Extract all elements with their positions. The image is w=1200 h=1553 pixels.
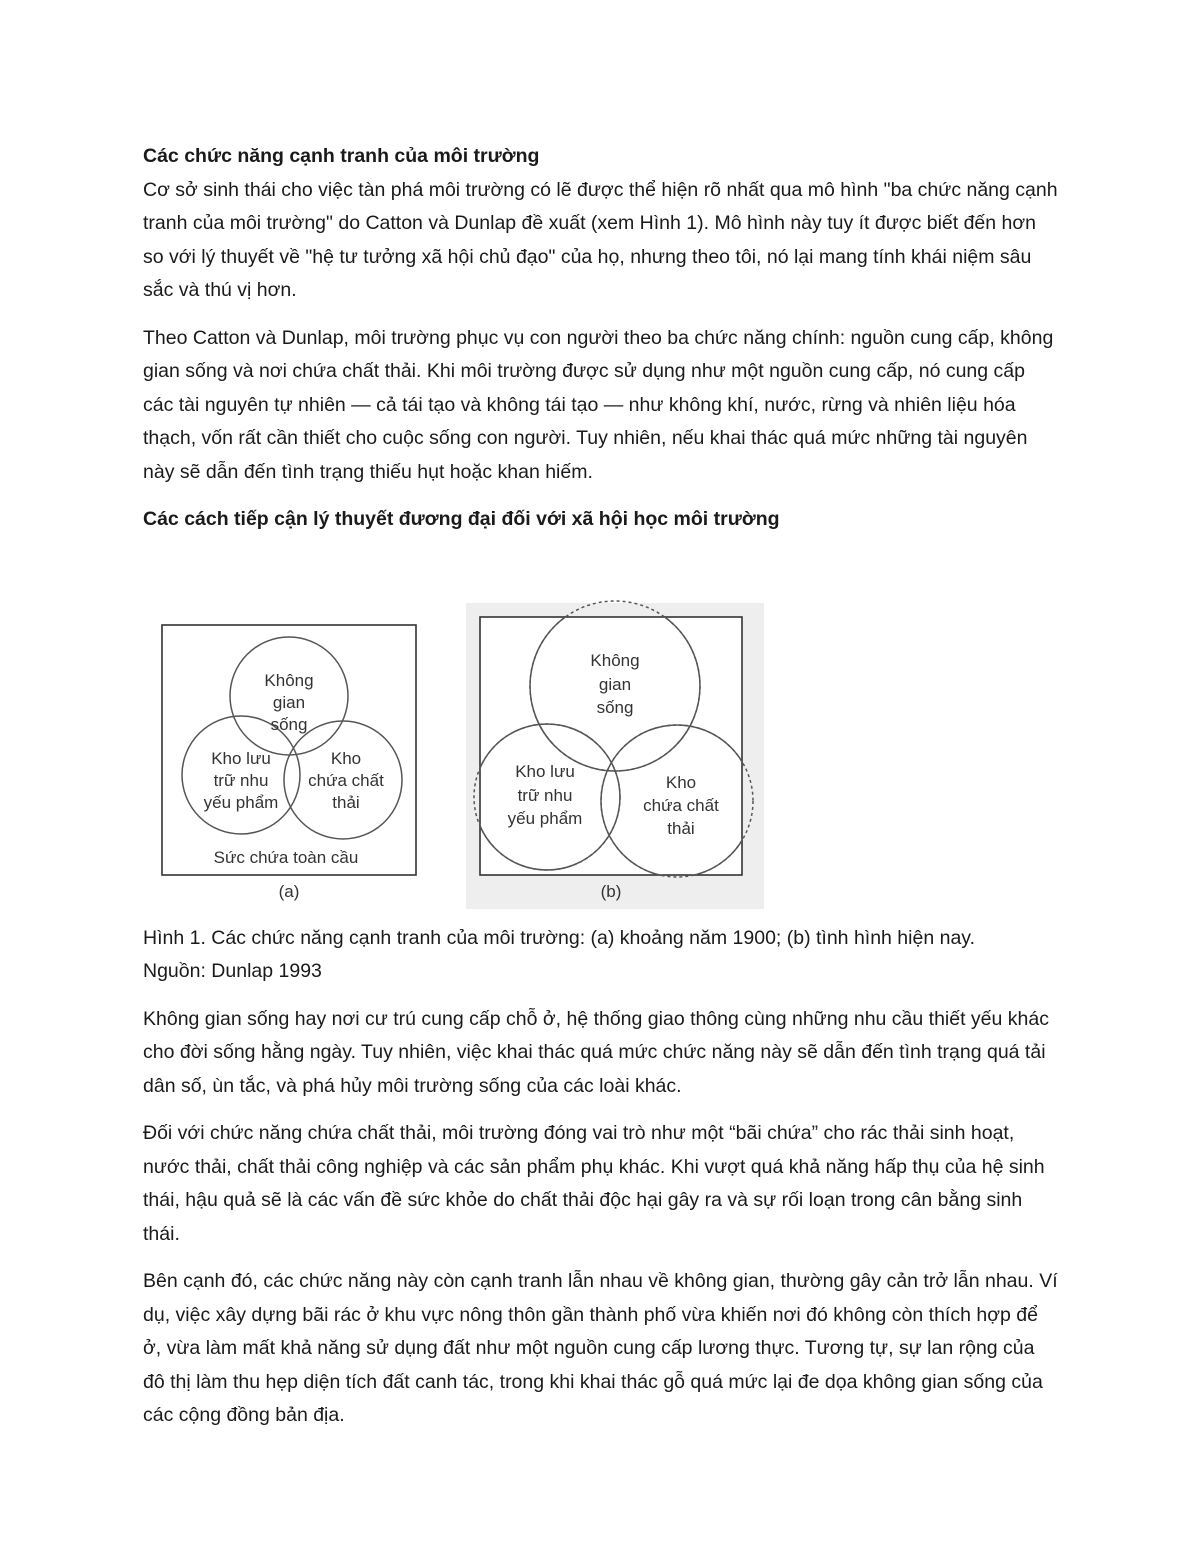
document-page <box>143 140 1058 1447</box>
panel-a-caption-label: (a) <box>278 881 300 901</box>
panel-b <box>466 601 764 909</box>
figure-competing-functions <box>143 569 1058 914</box>
figure-caption-line-2: Nguồn: Dunlap 1993 <box>143 960 322 982</box>
panel-a-waste-text-1: Kho <box>330 748 362 768</box>
panel-a-capacity-label: Sức chứa toàn cầu <box>213 847 359 867</box>
subsection-heading: Các cách tiếp cận lý thuyết đương đại đối với xã hội học môi trường <box>143 508 780 530</box>
panel-a-waste-text-3: thải <box>332 792 360 812</box>
panel-b-supply-text-3: yếu phẩm <box>507 808 583 828</box>
panel-b-supply-text-2: trữ nhu <box>517 785 573 805</box>
panel-b-waste-text-1: Kho <box>665 772 697 792</box>
panel-a-living-text-1: Không <box>264 670 314 690</box>
paragraph-living-space: Không gian sống hay nơi cư trú cung cấp chỗ ở, hệ thống giao thông cùng những nhu cầu thiết yếu khác cho đời sống hằng ngày. Tuy nhiên, việc khai thác quá mức chức năng này sẽ dẫn đến tình trạng quá tải dân số, ùn tắc, và phá hủy môi trường sống của các loài khác. <box>143 1007 1049 1097</box>
paragraph-waste: Đối với chức năng chứa chất thải, môi trường đóng vai trò như một “bãi chứa” cho rác thải sinh hoạt, nước thải, chất thải công nghiệp và các sản phẩm phụ khác. Khi vượt quá khả năng hấp thụ của hệ sinh thái, hậu quả sẽ là các vấn đề sức khỏe do chất thải độc hại gây ra và sự rối loạn trong cân bằng sinh thái. <box>143 1122 1045 1245</box>
panel-b-living-text-3: sống <box>596 697 634 717</box>
panel-a-supply-text-2: trữ nhu <box>213 770 269 790</box>
paragraph-functions: Theo Catton và Dunlap, môi trường phục vụ con người theo ba chức năng chính: nguồn cung cấp, không gian sống và nơi chứa chất thải. Khi môi trường được sử dụng như một nguồn cung cấp, nó cung cấp các tài nguyên tự nhiên — cả tái tạo và không tái tạo — như không khí, nước, rừng và nhiên liệu hóa thạch, vốn rất cần thiết cho cuộc sống con người. Tuy nhiên, nếu khai thác quá mức những tài nguyên này sẽ dẫn đến tình trạng thiếu hụt hoặc khan hiếm. <box>143 326 1054 483</box>
panel-a-frame <box>162 625 416 875</box>
figure-caption-line-1: Hình 1. Các chức năng cạnh tranh của môi trường: (a) khoảng năm 1900; (b) tình hình hiện nay. <box>143 926 976 949</box>
paragraph-intro: Cơ sở sinh thái cho việc tàn phá môi trường có lẽ được thể hiện rõ nhất qua mô hình "ba chức năng cạnh tranh của môi trường" do Catton và Dunlap đề xuất (xem Hình 1). Mô hình này tuy ít được biết đến hơn so với lý thuyết về "hệ tư tưởng xã hội chủ đạo" của họ, nhưng theo tôi, nó lại mang tính khái niệm sâu sắc và thú vị hơn. <box>143 178 1058 301</box>
section-heading: Các chức năng cạnh tranh của môi trường <box>143 145 540 167</box>
panel-a <box>162 625 416 901</box>
panel-a-living-text-2: gian <box>272 692 306 712</box>
panel-b-waste-text-3: thải <box>667 818 695 838</box>
panel-a-supply-text-1: Kho lưu <box>211 748 271 768</box>
panel-b-living-text-2: gian <box>598 674 632 694</box>
figure-caption <box>143 922 1058 989</box>
panel-a-waste-text-2: chứa chất <box>308 770 384 790</box>
panel-b-supply-text-1: Kho lưu <box>515 761 575 781</box>
panel-b-caption-label: (b) <box>600 881 622 901</box>
venn-diagram-figure <box>143 569 1058 914</box>
panel-a-supply-text-3: yếu phẩm <box>203 792 279 812</box>
paragraph-competition: Bên cạnh đó, các chức năng này còn cạnh tranh lẫn nhau về không gian, thường gây cản trở lẫn nhau. Ví dụ, việc xây dựng bãi rác ở khu vực nông thôn gần thành phố vừa khiến nơi đó không còn thích hợp để ở, vừa làm mất khả năng sử dụng đất như một nguồn cung cấp lương thực. Tương tự, sự lan rộng của đô thị làm thu hẹp diện tích đất canh tác, trong khi khai thác gỗ quá mức lại đe dọa không gian sống của các cộng đồng bản địa. <box>143 1270 1058 1426</box>
panel-b-waste-text-2: chứa chất <box>643 795 719 815</box>
panel-a-living-text-3: sống <box>270 714 308 734</box>
panel-b-living-text-1: Không <box>590 650 640 670</box>
